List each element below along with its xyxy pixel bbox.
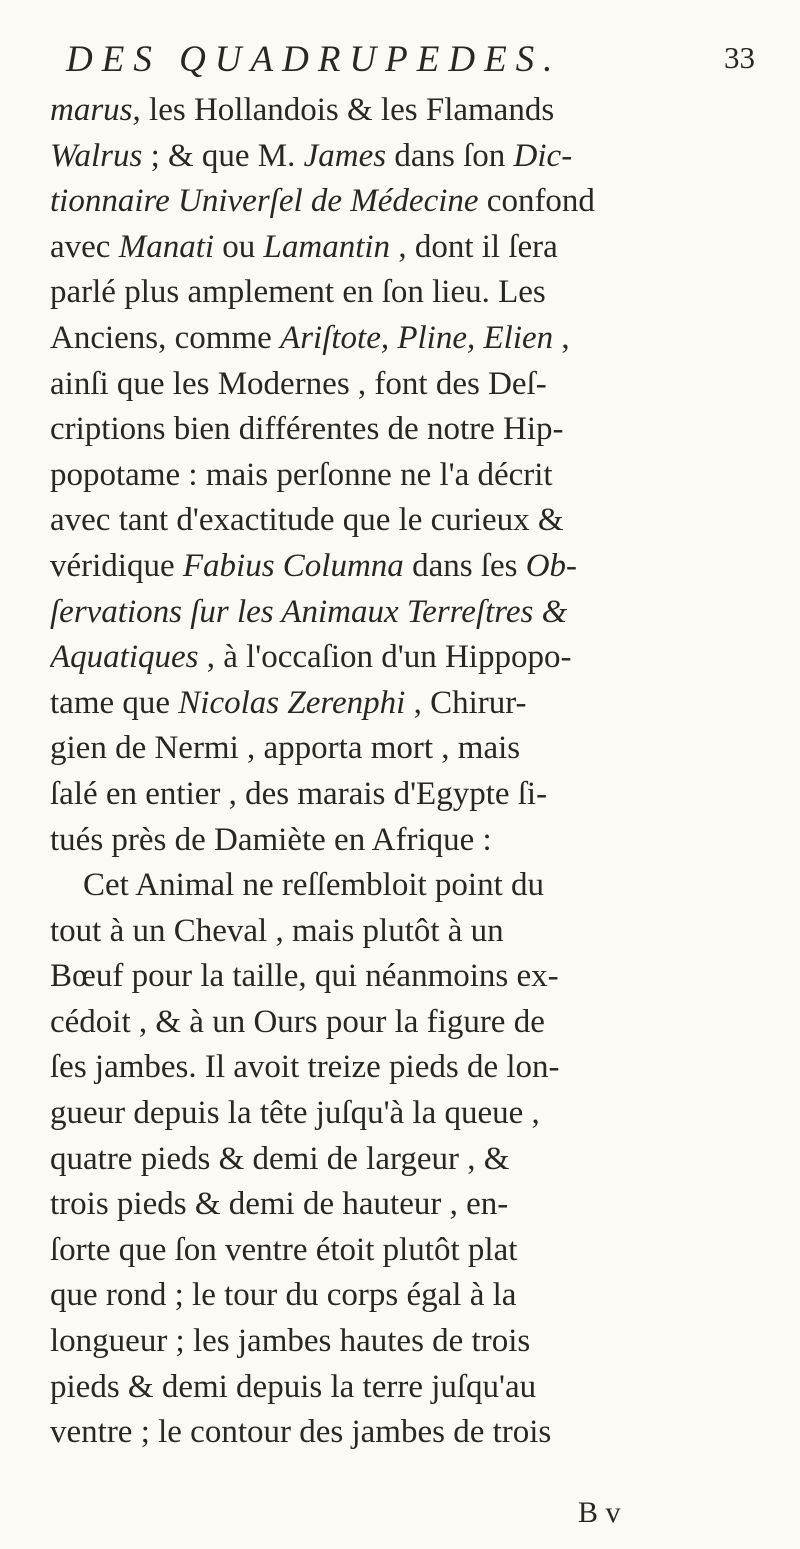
text-line bbox=[50, 179, 770, 225]
text-segment: cédoit , & à un Ours pour la figure de bbox=[50, 1003, 545, 1040]
text-segment: que rond ; le tour du corps égal à la bbox=[50, 1277, 517, 1314]
page-number: 33 bbox=[724, 40, 755, 75]
text-line bbox=[50, 498, 770, 544]
italic-text-segment: Lamantin bbox=[263, 228, 391, 265]
italic-text-segment: marus bbox=[50, 92, 133, 128]
italic-text-segment: Walrus bbox=[50, 137, 143, 174]
italic-text-segment: Dic- bbox=[513, 137, 573, 174]
text-segment: dans ſes bbox=[403, 547, 526, 584]
text-segment: gueur depuis la tête juſqu'à la queue , bbox=[50, 1095, 540, 1132]
text-line bbox=[50, 1000, 770, 1046]
italic-text-segment: ſervations ſur les Animaux Terreſtres & bbox=[50, 593, 568, 630]
text-segment: dans ſon bbox=[386, 137, 514, 174]
text-line bbox=[50, 954, 770, 1000]
text-segment: ſalé en entier , des marais d'Egypte ſi- bbox=[50, 775, 548, 812]
text-segment: ſes jambes. Il avoit treize pieds de lon- bbox=[50, 1049, 560, 1086]
text-segment: pieds & demi depuis la terre juſqu'au bbox=[50, 1368, 537, 1405]
text-segment: véridique bbox=[50, 547, 183, 584]
text-line bbox=[50, 726, 770, 772]
text-line bbox=[50, 772, 770, 818]
text-line bbox=[50, 134, 770, 180]
text-line bbox=[50, 681, 770, 727]
text-segment: , Chirur- bbox=[405, 684, 527, 721]
text-segment: avec bbox=[50, 228, 119, 265]
text-segment: parlé plus amplement en ſon lieu. Les bbox=[50, 274, 546, 311]
text-segment: , dont il ſera bbox=[390, 228, 558, 265]
text-line bbox=[50, 225, 770, 271]
text-segment: quatre pieds & demi de largeur , & bbox=[50, 1140, 510, 1177]
text-line bbox=[50, 1365, 770, 1411]
text-segment: ainſi que les Modernes , font des Deſ- bbox=[50, 365, 547, 402]
text-line bbox=[50, 909, 770, 955]
text-segment: , à l'occaſion d'un Hippopo- bbox=[198, 639, 572, 676]
text-line bbox=[50, 1137, 770, 1183]
text-line bbox=[50, 316, 770, 362]
text-segment: longueur ; les jambes hautes de trois bbox=[50, 1323, 531, 1360]
body-text bbox=[50, 88, 770, 1456]
text-segment: criptions bien différentes de notre Hip- bbox=[50, 411, 564, 448]
text-segment: trois pieds & demi de hauteur , en- bbox=[50, 1186, 509, 1223]
text-segment: confond bbox=[478, 183, 595, 220]
running-head-title: DES QUADRUPEDES. bbox=[66, 39, 562, 80]
text-line bbox=[50, 88, 770, 134]
text-line bbox=[50, 1273, 770, 1319]
text-line bbox=[50, 1228, 770, 1274]
text-line bbox=[50, 818, 770, 864]
text-segment: , les Hollandois & les Flamands bbox=[132, 92, 555, 128]
text-segment: tame que bbox=[50, 684, 179, 721]
text-segment: ou bbox=[214, 228, 264, 265]
italic-text-segment: Ariſtote, Pline, Elien bbox=[280, 319, 554, 356]
text-line bbox=[50, 362, 770, 408]
text-segment: Bœuf pour la taille, qui néanmoins ex- bbox=[50, 958, 559, 995]
italic-text-segment: tionnaire Univerſel de Médecine bbox=[50, 183, 479, 220]
text-segment: ventre ; le contour des jambes de trois bbox=[50, 1414, 552, 1451]
text-segment: ſorte que ſon ventre étoit plutôt plat bbox=[50, 1231, 518, 1268]
text-segment: Cet Animal ne reſſembloit point du bbox=[50, 867, 545, 904]
text-segment: tués près de Damiète en Afrique : bbox=[50, 821, 492, 858]
text-segment: popotame : mais perſonne ne l'a décrit bbox=[50, 456, 553, 493]
text-line bbox=[50, 590, 770, 636]
italic-text-segment: Fabius Columna bbox=[182, 547, 404, 584]
text-segment: , bbox=[553, 319, 570, 356]
italic-text-segment: James bbox=[303, 137, 387, 174]
text-line bbox=[50, 1091, 770, 1137]
italic-text-segment: Aquatiques bbox=[50, 639, 199, 676]
text-line bbox=[50, 1045, 770, 1091]
italic-text-segment: Ob- bbox=[525, 547, 578, 584]
text-line bbox=[50, 453, 770, 499]
text-line bbox=[50, 1410, 770, 1456]
text-line bbox=[50, 863, 770, 909]
text-line bbox=[50, 635, 770, 681]
text-segment: avec tant d'exactitude que le curieux & bbox=[50, 502, 564, 539]
text-segment: Anciens, comme bbox=[50, 319, 281, 356]
italic-text-segment: Manati bbox=[118, 228, 215, 265]
text-line bbox=[50, 270, 770, 316]
text-segment: tout à un Cheval , mais plutôt à un bbox=[50, 912, 504, 949]
text-segment: ; & que M. bbox=[142, 137, 304, 174]
text-line bbox=[50, 1182, 770, 1228]
catchword: B v bbox=[578, 1496, 621, 1529]
text-segment: gien de Nermi , apporta mort , mais bbox=[50, 730, 521, 767]
text-line bbox=[50, 1319, 770, 1365]
text-line bbox=[50, 544, 770, 590]
text-line bbox=[50, 407, 770, 453]
italic-text-segment: Nicolas Zerenphi bbox=[178, 684, 406, 721]
